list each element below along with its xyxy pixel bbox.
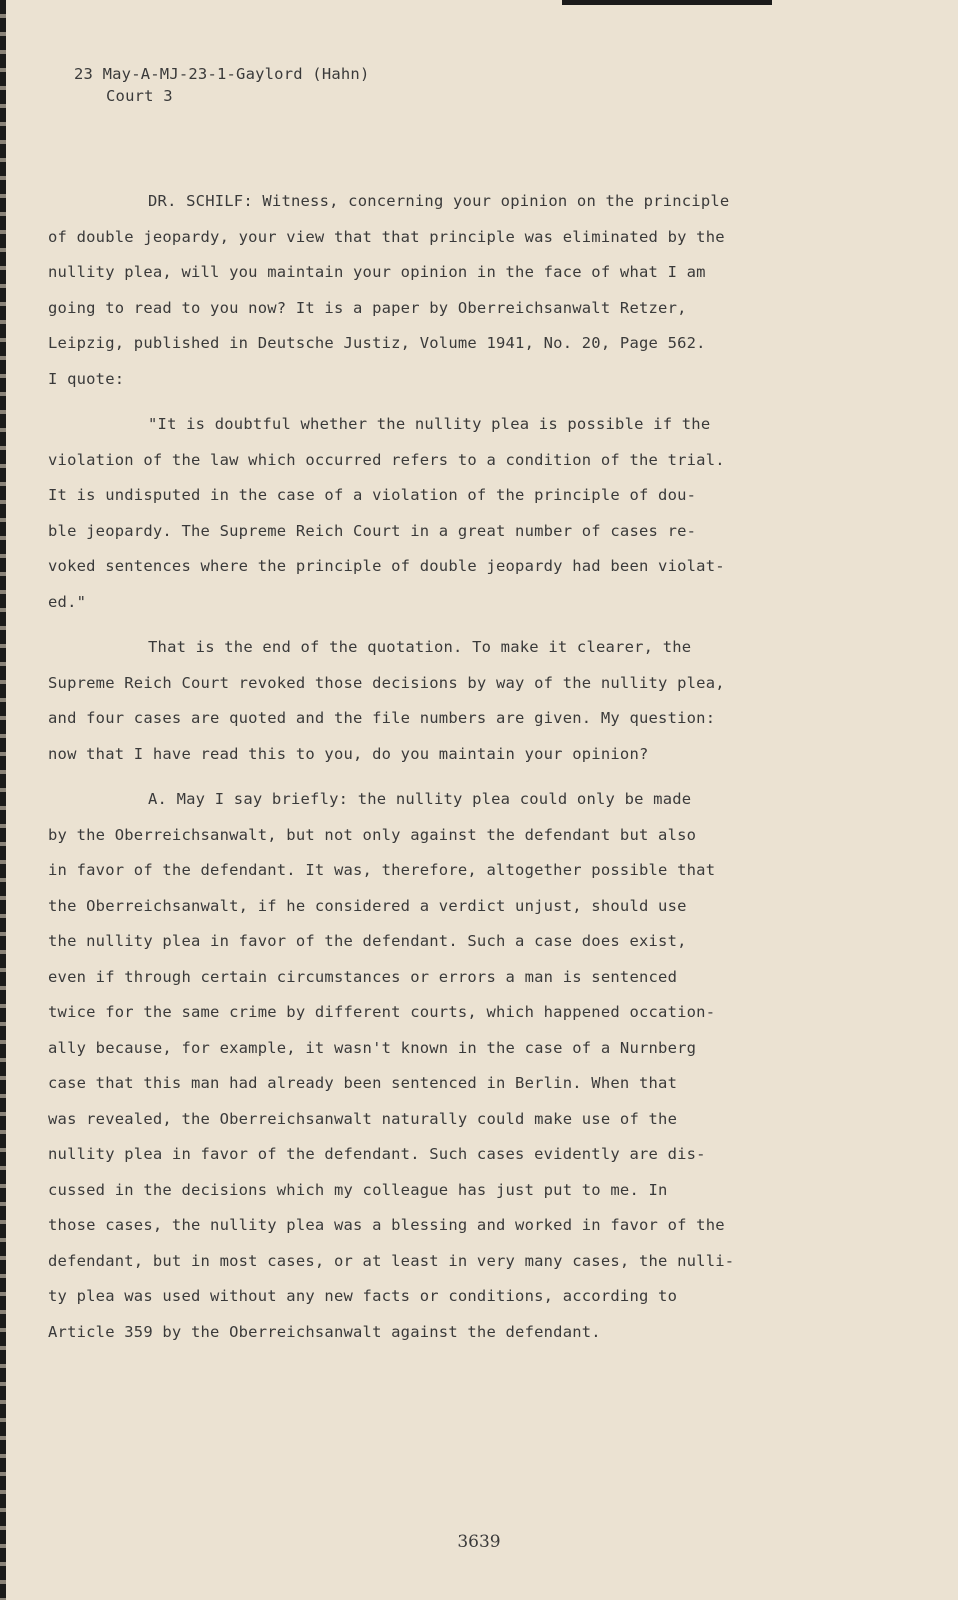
- header-court: Court 3: [106, 87, 173, 105]
- scan-edge-strip: [0, 0, 6, 1600]
- text-line: going to read to you now? It is a paper by Oberreichsanwalt Retzer,: [48, 298, 687, 317]
- page-number: 3639: [457, 1532, 501, 1552]
- text-line: case that this man had already been sentenced in Berlin. When that: [48, 1074, 678, 1092]
- text-line: ty plea was used without any new facts or conditions, according to: [48, 1287, 678, 1305]
- text-line: voked sentences where the principle of double jeopardy had been violat-: [48, 557, 725, 575]
- text-line: Article 359 by the Oberreichsanwalt against the defendant.: [48, 1322, 601, 1341]
- text-line: and four cases are quoted and the file numbers are given. My question:: [48, 709, 716, 727]
- text-line: Leipzig, published in Deutsche Justiz, Volume 1941, No. 20, Page 562.: [48, 334, 706, 352]
- text-line: the Oberreichsanwalt, if he considered a verdict unjust, should use: [48, 896, 687, 915]
- text-line: violation of the law which occurred refers to a condition of the trial.: [48, 450, 725, 469]
- text-line: twice for the same crime by different courts, which happened occation-: [48, 1003, 716, 1021]
- text-line: in favor of the defendant. It was, therefore, altogether possible that: [48, 861, 716, 879]
- text-line: ed.": [48, 592, 87, 611]
- text-line: It is undisputed in the case of a violation of the principle of dou-: [48, 486, 697, 504]
- text-line: Supreme Reich Court revoked those decisions by way of the nullity plea,: [48, 673, 725, 692]
- text-line: even if through certain circumstances or errors a man is sentenced: [48, 967, 678, 986]
- text-line: by the Oberreichsanwalt, but not only against the defendant but also: [48, 825, 697, 844]
- text-line: nullity plea, will you maintain your opinion in the face of what I am: [48, 263, 706, 281]
- text-line: cussed in the decisions which my colleague has just put to me. In: [48, 1180, 668, 1199]
- text-line: nullity plea in favor of the defendant. Such cases evidently are dis-: [48, 1145, 706, 1163]
- document-header: [74, 63, 370, 107]
- text-line: of double jeopardy, your view that that principle was eliminated by the: [48, 227, 725, 246]
- header-reference: 23 May-A-MJ-23-1-Gaylord (Hahn): [74, 65, 370, 83]
- text-line: "It is doubtful whether the nullity plea is possible if the: [148, 415, 711, 433]
- text-line: I quote:: [48, 369, 125, 388]
- scan-top-mark: [562, 0, 772, 5]
- text-line: those cases, the nullity plea was a blessing and worked in favor of the: [48, 1216, 725, 1234]
- text-line: That is the end of the quotation. To make it clearer, the: [148, 638, 692, 656]
- text-line: A. May I say briefly: the nullity plea could only be made: [148, 790, 692, 808]
- text-line: ally because, for example, it wasn't known in the case of a Nurnberg: [48, 1038, 697, 1057]
- text-line: the nullity plea in favor of the defendant. Such a case does exist,: [48, 932, 687, 950]
- transcript-body: [48, 184, 808, 1350]
- text-line: ble jeopardy. The Supreme Reich Court in a great number of cases re-: [48, 521, 697, 540]
- text-line: DR. SCHILF: Witness, concerning your opinion on the principle: [148, 192, 730, 210]
- text-line: now that I have read this to you, do you maintain your opinion?: [48, 744, 649, 763]
- text-line: was revealed, the Oberreichsanwalt naturally could make use of the: [48, 1109, 678, 1128]
- text-line: defendant, but in most cases, or at least in very many cases, the nulli-: [48, 1251, 735, 1270]
